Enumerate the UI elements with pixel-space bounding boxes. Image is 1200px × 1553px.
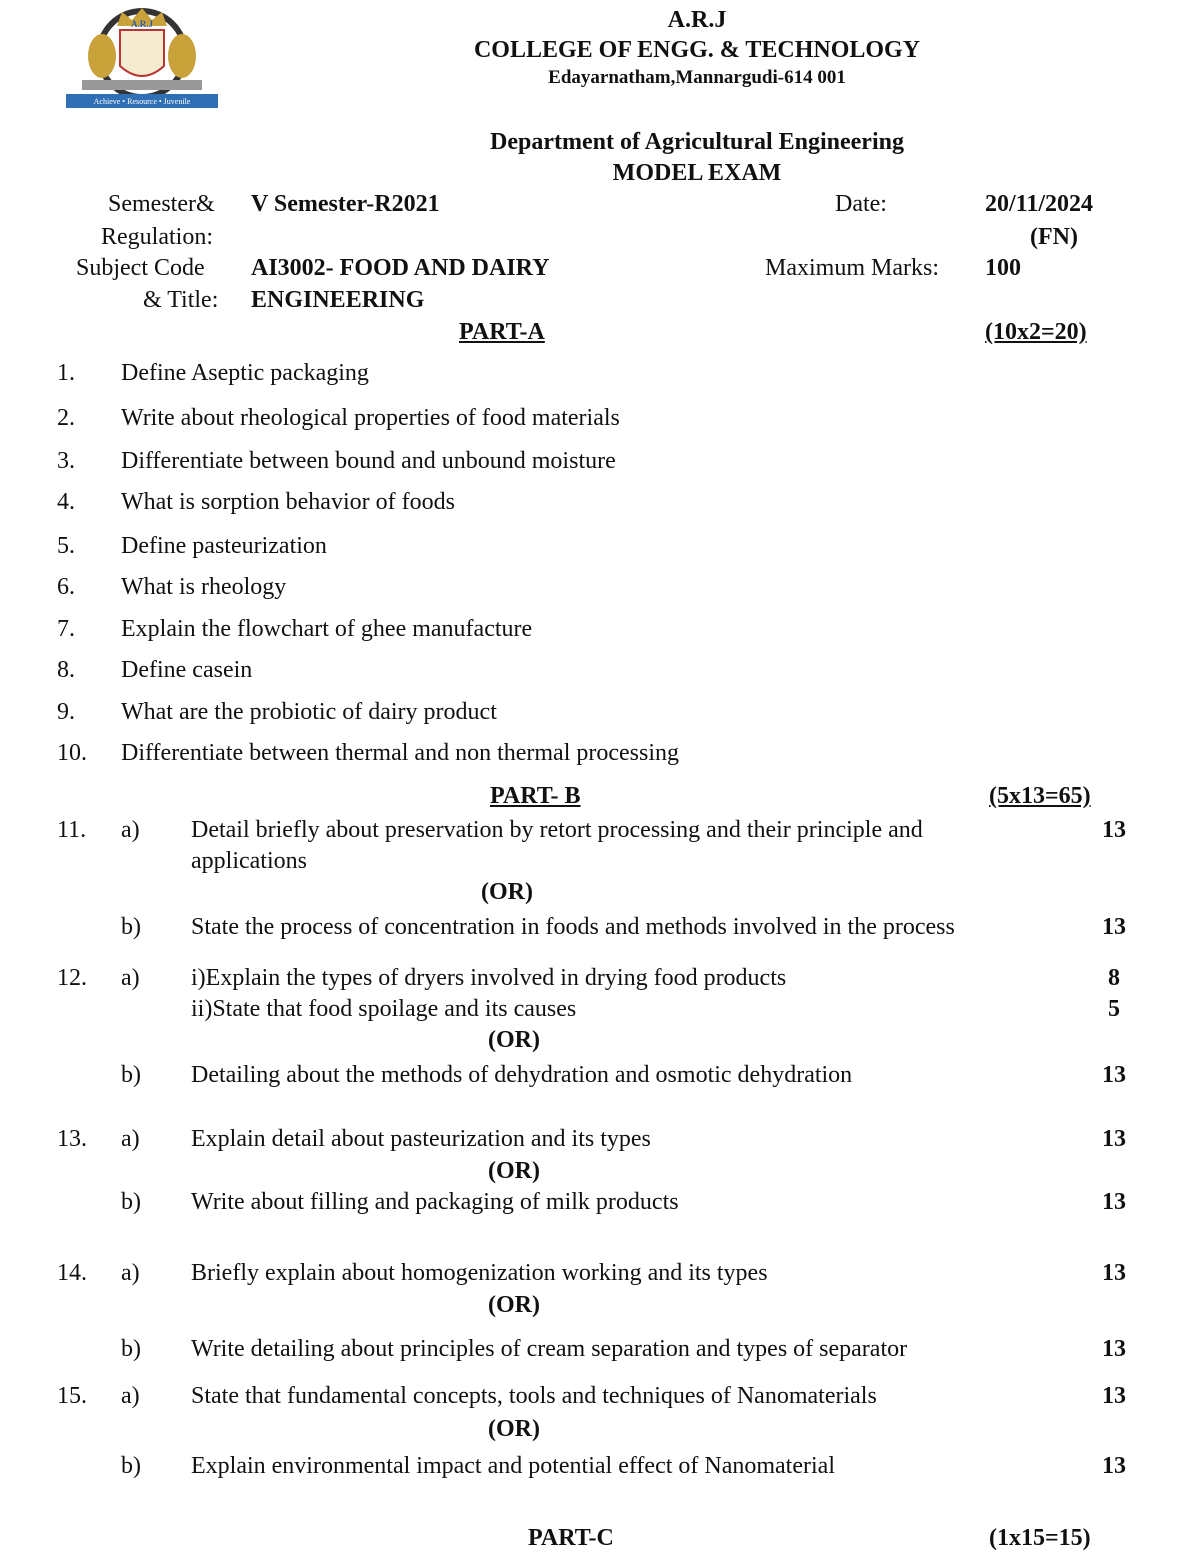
- question-text: Briefly explain about homogenization working and its types: [191, 1260, 768, 1286]
- question-number: 1.: [57, 360, 75, 386]
- or-separator: (OR): [488, 1158, 540, 1184]
- question-text: Define casein: [121, 657, 253, 683]
- part-b-title: PART- B: [490, 783, 581, 809]
- title-label: & Title:: [143, 287, 219, 313]
- part-a-marks: (10x2=20): [985, 319, 1087, 345]
- semester-label: Semester&: [108, 191, 215, 217]
- subject-value: AI3002- FOOD AND DAIRY: [251, 255, 550, 281]
- option-b: b): [121, 1062, 141, 1088]
- part-b-marks: (5x13=65): [989, 783, 1091, 809]
- regulation-label: Regulation:: [101, 224, 213, 250]
- subject-code-label: Subject Code: [76, 255, 205, 281]
- marks: 13: [1102, 1336, 1126, 1362]
- question-text: Explain the flowchart of ghee manufacture: [121, 616, 533, 642]
- question-number: 11.: [57, 817, 87, 843]
- marks: 13: [1102, 1260, 1126, 1286]
- question-text: Write about filling and packaging of milk products: [191, 1189, 679, 1215]
- marks: 8: [1108, 965, 1120, 991]
- college-logo: [62, 4, 222, 114]
- marks: 5: [1108, 996, 1120, 1022]
- question-text: Explain environmental impact and potential effect of Nanomaterial: [191, 1453, 835, 1479]
- option-b: b): [121, 1336, 141, 1362]
- marks: 13: [1102, 1062, 1126, 1088]
- question-text: Write about rheological properties of food materials: [121, 405, 620, 431]
- department: Department of Agricultural Engineering: [490, 129, 904, 155]
- exam-title: MODEL EXAM: [612, 160, 782, 186]
- marks: 13: [1102, 1189, 1126, 1215]
- marks: 13: [1102, 1126, 1126, 1152]
- or-separator: (OR): [481, 879, 533, 905]
- subject-value-cont: ENGINEERING: [251, 287, 425, 313]
- question-text: State that fundamental concepts, tools and techniques of Nanomaterials: [191, 1383, 877, 1409]
- marks: 13: [1102, 1453, 1126, 1479]
- question-text: Write detailing about principles of cream separation and types of separator: [191, 1336, 908, 1362]
- marks: 13: [1102, 1383, 1126, 1409]
- question-text: Detail briefly about preservation by retort processing and their principle and: [191, 817, 923, 843]
- option-b: b): [121, 1189, 141, 1215]
- question-text: Explain detail about pasteurization and its types: [191, 1126, 651, 1152]
- question-number: 10.: [57, 740, 87, 766]
- option-b: b): [121, 1453, 141, 1479]
- question-text: Differentiate between thermal and non thermal processing: [121, 740, 680, 766]
- part-c-marks: (1x15=15): [989, 1525, 1091, 1551]
- question-number: 13.: [57, 1126, 87, 1152]
- question-text: What is rheology: [121, 574, 287, 600]
- question-text: Define Aseptic packaging: [121, 360, 369, 386]
- college-name: COLLEGE OF ENGG. & TECHNOLOGY: [473, 37, 921, 63]
- date-value: 20/11/2024: [985, 191, 1094, 217]
- marks: 13: [1102, 817, 1126, 843]
- option-a: a): [121, 1383, 140, 1409]
- question-number: 5.: [57, 533, 75, 559]
- question-number: 9.: [57, 699, 75, 725]
- question-text: Detailing about the methods of dehydration and osmotic dehydration: [191, 1062, 853, 1088]
- question-number: 4.: [57, 489, 75, 515]
- svg-text:Achieve • Resource • Juvenile: Achieve • Resource • Juvenile: [93, 97, 191, 106]
- option-a: a): [121, 817, 140, 843]
- question-number: 15.: [57, 1383, 87, 1409]
- part-c-title: PART-C: [528, 1525, 614, 1551]
- session-value: (FN): [1030, 224, 1078, 250]
- college-short-name: A.R.J: [667, 7, 727, 33]
- option-a: a): [121, 1126, 140, 1152]
- or-separator: (OR): [488, 1416, 540, 1442]
- max-marks-label: Maximum Marks:: [765, 255, 939, 281]
- option-a: a): [121, 965, 140, 991]
- question-number: 7.: [57, 616, 75, 642]
- question-text-cont: applications: [191, 848, 307, 874]
- question-text: Differentiate between bound and unbound moisture: [121, 448, 616, 474]
- question-text: What are the probiotic of dairy product: [121, 699, 497, 725]
- college-address: Edayarnatham,Mannargudi-614 001: [548, 67, 846, 88]
- option-b: b): [121, 914, 141, 940]
- question-text: What is sorption behavior of foods: [121, 489, 455, 515]
- question-number: 3.: [57, 448, 75, 474]
- question-number: 6.: [57, 574, 75, 600]
- svg-text:A.R.J: A.R.J: [131, 19, 153, 29]
- or-separator: (OR): [488, 1027, 540, 1053]
- option-a: a): [121, 1260, 140, 1286]
- question-number: 12.: [57, 965, 87, 991]
- or-separator: (OR): [488, 1292, 540, 1318]
- question-text: State the process of concentration in foods and methods involved in the process: [191, 914, 955, 940]
- question-number: 14.: [57, 1260, 87, 1286]
- semester-value: V Semester-R2021: [251, 191, 440, 217]
- question-text: ii)State that food spoilage and its causes: [191, 996, 577, 1022]
- marks: 13: [1102, 914, 1126, 940]
- part-a-title: PART-A: [459, 319, 545, 345]
- max-marks-value: 100: [985, 255, 1021, 281]
- question-text: i)Explain the types of dryers involved in drying food products: [191, 965, 787, 991]
- question-text: Define pasteurization: [121, 533, 327, 559]
- question-number: 8.: [57, 657, 75, 683]
- question-number: 2.: [57, 405, 75, 431]
- date-label: Date:: [835, 191, 887, 217]
